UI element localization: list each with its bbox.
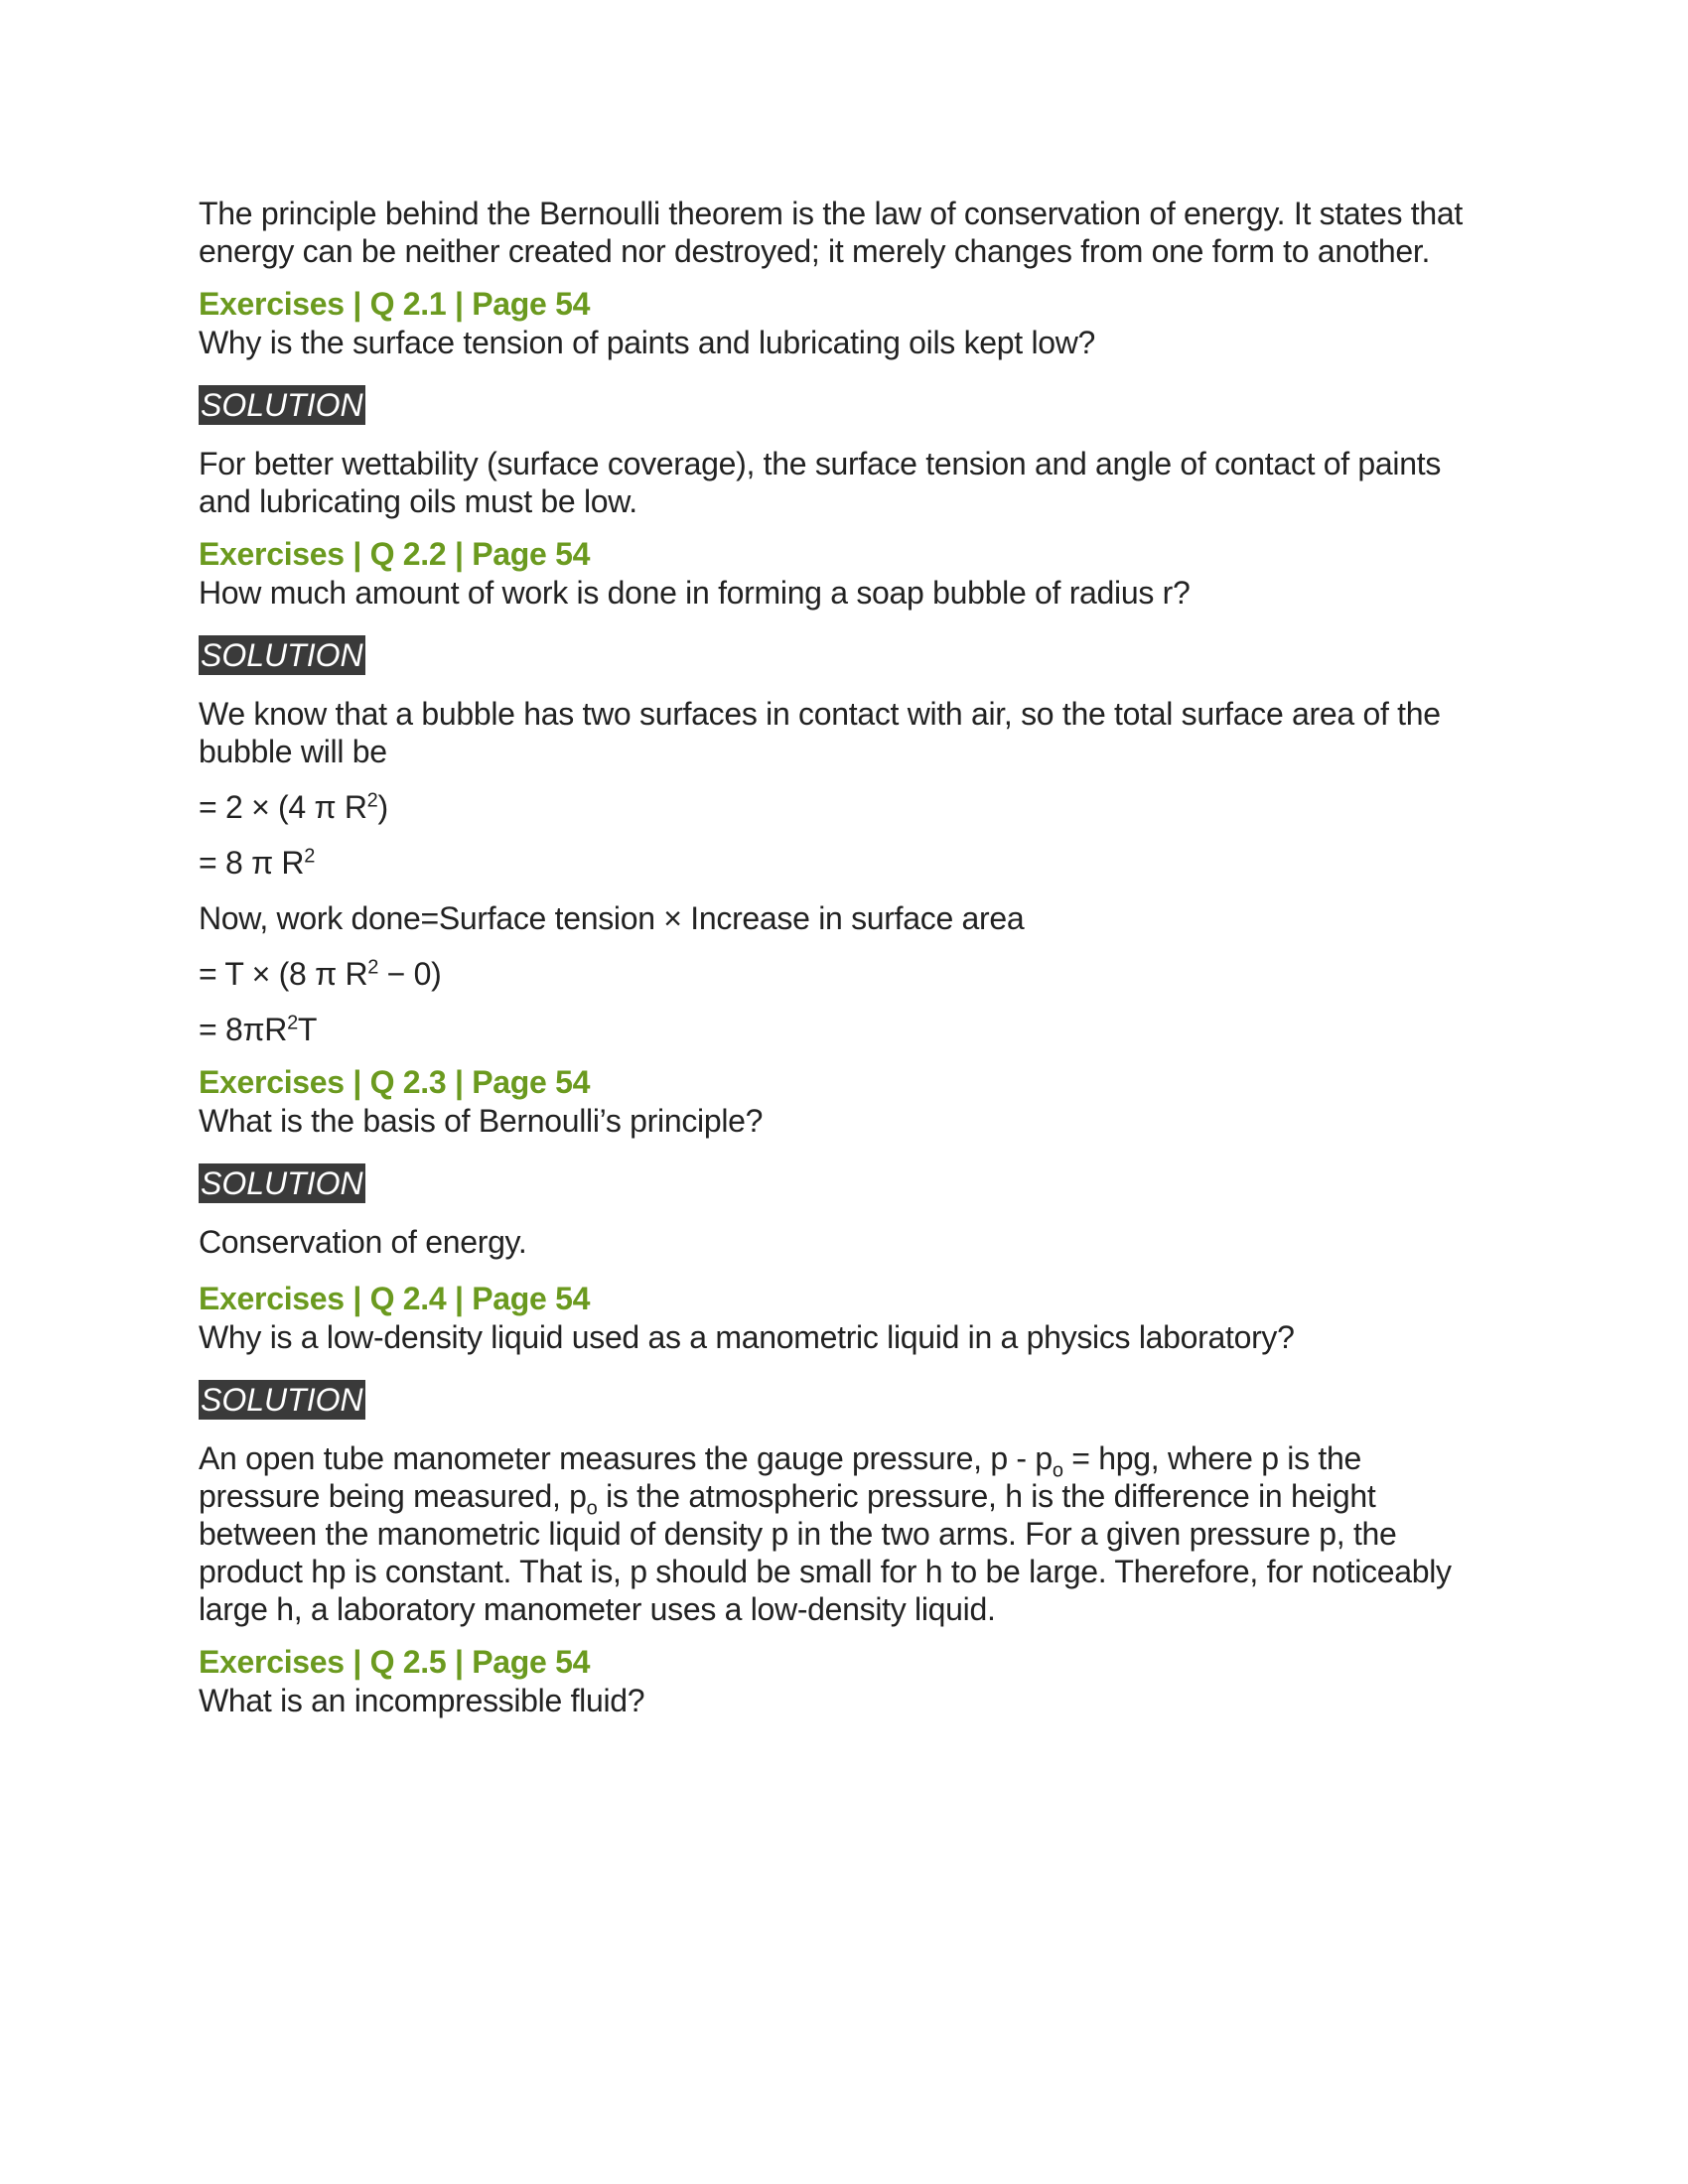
document-page: [199, 195, 1489, 1719]
answer-text-part: is the atmospheric pressure, h is the difference in height between the manometric liquid of density p in the two arms. For a given pressure p, the product hp is constant. That is, p should be small for h to be large. Therefore, for noticeably large h, a laboratory manometer uses a low-density liquid.: [199, 1478, 1452, 1627]
question-text-2-2: How much amount of work is done in forming a soap bubble of radius r?: [199, 575, 1191, 611]
solution-badge-wrap: [199, 635, 1489, 681]
solution-badge: SOLUTION: [201, 637, 363, 673]
equation-superscript: 2: [287, 1012, 298, 1034]
equation-text: ): [377, 789, 388, 825]
question-text-2-1: Why is the surface tension of paints and lubricating oils kept low?: [199, 325, 1096, 360]
question-text-2-4: Why is a low-density liquid used as a manometric liquid in a physics laboratory?: [199, 1319, 1295, 1355]
solution-badge-wrap: [199, 385, 1489, 431]
question-heading-2-5: Exercises | Q 2.5 | Page 54: [199, 1644, 591, 1680]
intro-paragraph: The principle behind the Bernoulli theorem is the law of conservation of energy. It states that energy can be neither created nor destroyed; it merely changes from one form to another.: [199, 196, 1463, 269]
equation-text: = 2 × (4 π R: [199, 789, 367, 825]
equation-line-4: [199, 1011, 1489, 1048]
equation-superscript: 2: [304, 845, 316, 868]
equation-superscript: 2: [366, 789, 378, 812]
question-heading-2-1: Exercises | Q 2.1 | Page 54: [199, 286, 591, 322]
answer-intro-2-2: We know that a bubble has two surfaces in contact with air, so the total surface area of the bubble will be: [199, 696, 1441, 769]
equation-text: = T × (8 π R: [199, 956, 368, 992]
equation-line-3: [199, 955, 1489, 993]
question-heading-2-2: Exercises | Q 2.2 | Page 54: [199, 536, 591, 572]
question-heading-2-4: Exercises | Q 2.4 | Page 54: [199, 1281, 591, 1316]
equation-text: = 8πR: [199, 1012, 288, 1047]
question-text-2-3: What is the basis of Bernoulli’s principle?: [199, 1103, 764, 1139]
equation-line-2: [199, 844, 1489, 882]
equation-line-1: [199, 788, 1489, 826]
answer-text-part: An open tube manometer measures the gauge pressure, p - p: [199, 1440, 1053, 1476]
solution-badge: SOLUTION: [201, 387, 363, 423]
equation-text: − 0): [378, 956, 442, 992]
solution-badge: SOLUTION: [201, 1165, 363, 1201]
equation-text: T: [297, 1012, 318, 1047]
equation-superscript: 2: [367, 956, 379, 979]
answer-text-part: = hpg, where p is the pressure being measured, p: [199, 1440, 1361, 1514]
work-done-line: Now, work done=Surface tension × Increase in surface area: [199, 900, 1025, 936]
equation-text: = 8 π R: [199, 845, 305, 881]
question-heading-2-3: Exercises | Q 2.3 | Page 54: [199, 1064, 591, 1100]
solution-badge-wrap: [199, 1380, 1489, 1426]
answer-subscript: o: [1052, 1459, 1063, 1482]
answer-text-2-3: Conservation of energy.: [199, 1224, 527, 1260]
answer-text-2-4: [199, 1439, 1489, 1628]
answer-subscript: o: [586, 1497, 598, 1520]
question-text-2-5: What is an incompressible fluid?: [199, 1683, 645, 1718]
solution-badge-wrap: [199, 1163, 1489, 1209]
solution-badge: SOLUTION: [201, 1382, 363, 1418]
answer-text-2-1: For better wettability (surface coverage), the surface tension and angle of contact of paints and lubricating oils must be low.: [199, 446, 1442, 519]
